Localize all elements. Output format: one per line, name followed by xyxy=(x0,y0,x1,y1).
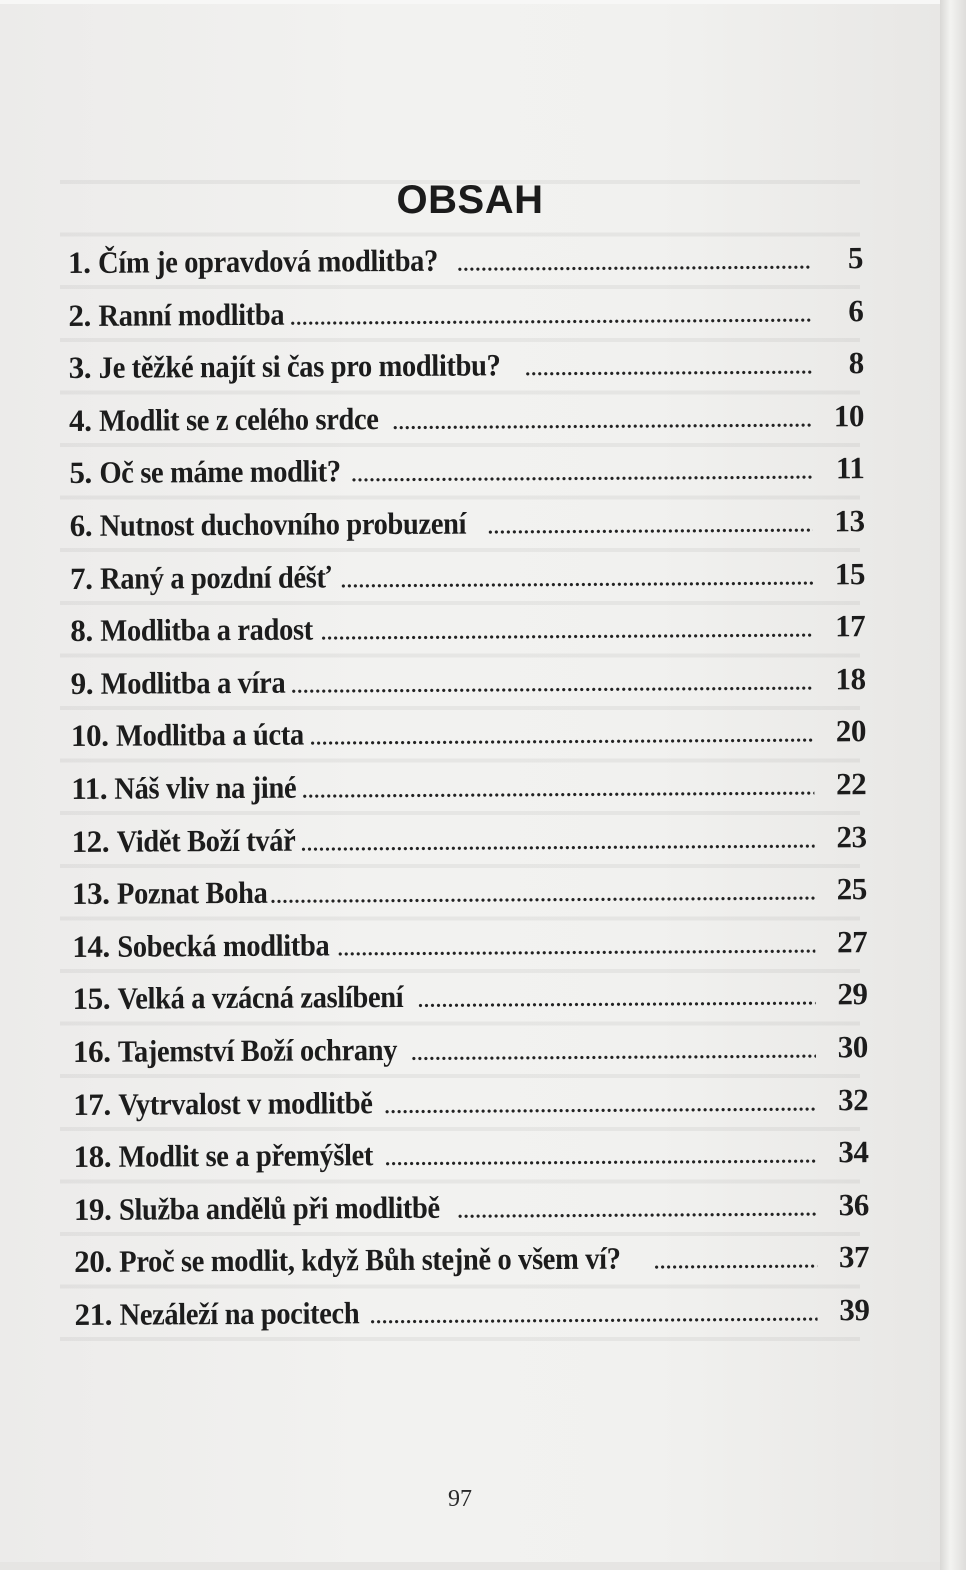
toc-entry xyxy=(71,766,866,823)
toc-entry-page: 36 xyxy=(838,1186,869,1222)
table-of-contents xyxy=(68,240,870,1349)
toc-entry xyxy=(70,608,865,665)
dot-leader xyxy=(341,567,813,593)
toc-entry-number: 6. xyxy=(69,507,93,543)
dot-leader xyxy=(370,1303,818,1329)
toc-entry-page: 5 xyxy=(847,240,864,276)
toc-entry-number: 2. xyxy=(68,297,91,333)
page-title: OBSAH xyxy=(396,178,544,222)
dot-leader xyxy=(310,725,814,751)
toc-entry-title: Modlitba a radost xyxy=(100,611,313,648)
dot-leader xyxy=(411,1040,816,1065)
toc-entry-title: Poznat Boha xyxy=(116,874,268,911)
toc-entry-title: Modlit se z celého srdce xyxy=(98,400,379,438)
toc-entry xyxy=(70,556,865,613)
toc-entry-title: Služba andělů při modlitbě xyxy=(118,1189,440,1227)
toc-entry-title: Nezáleží na pocitech xyxy=(119,1295,360,1332)
toc-entry-number: 20. xyxy=(74,1244,112,1280)
toc-entry xyxy=(71,713,866,770)
toc-entry-number: 18. xyxy=(73,1138,112,1175)
toc-entry-number: 21. xyxy=(74,1296,113,1332)
toc-entry-page: 11 xyxy=(835,450,865,486)
toc-entry xyxy=(73,1134,868,1191)
toc-entry-page: 32 xyxy=(837,1081,869,1117)
toc-entry-page: 15 xyxy=(834,555,866,591)
toc-entry-title: Raný a pozdní déšť xyxy=(99,558,331,596)
toc-entry xyxy=(73,1029,868,1086)
toc-entry xyxy=(69,451,864,508)
toc-entry-number: 15. xyxy=(72,981,111,1017)
toc-entry-number: 4. xyxy=(68,402,92,438)
toc-entry-title: Proč se modlit, když Bůh stejně o všem ví? xyxy=(119,1240,621,1279)
toc-entry-title: Vidět Boží tvář xyxy=(116,822,296,859)
toc-entry-page: 8 xyxy=(848,345,864,381)
toc-entry-number: 7. xyxy=(69,560,93,596)
toc-entry-page: 27 xyxy=(836,923,868,960)
dot-leader xyxy=(291,672,814,698)
toc-entry-page: 29 xyxy=(837,976,868,1012)
dot-leader xyxy=(385,1146,817,1172)
dot-leader xyxy=(302,777,814,803)
toc-entry-number: 12. xyxy=(71,823,110,859)
dot-leader xyxy=(457,251,811,276)
toc-entry-number: 1. xyxy=(68,244,91,280)
toc-entry xyxy=(72,819,867,876)
dot-leader xyxy=(458,1198,817,1223)
dot-leader xyxy=(351,462,812,488)
toc-entry-title: Modlit se a přemýšlet xyxy=(118,1137,374,1174)
toc-entry xyxy=(69,398,864,455)
dot-leader xyxy=(384,1093,816,1119)
toc-entry-page: 34 xyxy=(838,1134,869,1170)
page-top-edge xyxy=(0,0,940,4)
toc-entry-title: Ranní modlitba xyxy=(98,296,285,333)
toc-entry xyxy=(72,924,867,981)
toc-entry-page: 39 xyxy=(839,1291,870,1328)
toc-entry-number: 16. xyxy=(72,1033,111,1069)
toc-entry-number: 8. xyxy=(70,613,93,649)
toc-entry-page: 18 xyxy=(835,660,866,697)
dot-leader xyxy=(488,514,813,539)
toc-entry-title: Velká a vzácná zaslíbení xyxy=(117,979,404,1017)
toc-entry xyxy=(72,871,867,928)
dot-leader xyxy=(270,883,815,909)
toc-entry xyxy=(70,503,865,560)
toc-entry-page: 30 xyxy=(837,1029,869,1065)
dot-leader xyxy=(418,988,816,1013)
toc-entry xyxy=(68,240,863,297)
toc-entry-page: 22 xyxy=(835,766,867,802)
toc-entry xyxy=(72,976,867,1033)
toc-entry-page: 13 xyxy=(834,503,865,539)
toc-entry-page: 23 xyxy=(836,818,867,854)
toc-entry-title: Čím je opravdová modlitba? xyxy=(97,242,438,280)
page-edge xyxy=(940,0,966,1570)
dot-leader xyxy=(290,304,811,330)
toc-entry xyxy=(74,1187,869,1244)
toc-entry-number: 9. xyxy=(70,665,94,701)
page-number: 97 xyxy=(448,1486,472,1512)
toc-entry-title: Sobecká modlitba xyxy=(117,927,330,964)
toc-entry xyxy=(71,661,866,718)
toc-entry-number: 10. xyxy=(70,718,109,754)
toc-entry-number: 5. xyxy=(69,455,92,491)
toc-entry-page: 17 xyxy=(835,608,866,644)
toc-entry-page: 37 xyxy=(838,1239,870,1275)
dot-leader xyxy=(654,1251,817,1275)
toc-entry-number: 17. xyxy=(73,1086,111,1122)
toc-entry-number: 13. xyxy=(71,875,110,912)
toc-entry-title: Vytrvalost v modlitbě xyxy=(118,1084,373,1122)
dot-leader xyxy=(338,935,816,961)
dot-leader xyxy=(525,357,812,382)
toc-entry xyxy=(74,1239,869,1296)
toc-entry-number: 3. xyxy=(68,350,92,386)
toc-entry-title: Je těžké najít si čas pro modlitbu? xyxy=(98,347,501,386)
toc-entry-title: Oč se máme modlit? xyxy=(99,453,341,491)
toc-entry-page: 25 xyxy=(836,871,868,907)
toc-entry-number: 14. xyxy=(72,928,110,964)
toc-entry-number: 11. xyxy=(71,770,108,806)
toc-entry-title: Nutnost duchovního probuzení xyxy=(99,505,467,543)
toc-entry xyxy=(73,1082,868,1139)
toc-entry-page: 20 xyxy=(835,713,867,749)
toc-entry-title: Tajemství Boží ochrany xyxy=(117,1031,398,1069)
toc-entry xyxy=(74,1292,869,1349)
toc-entry-title: Modlitba a víra xyxy=(100,664,286,701)
toc-entry-title: Náš vliv na jiné xyxy=(114,769,297,806)
dot-leader xyxy=(321,620,813,646)
toc-entry-number: 19. xyxy=(73,1191,112,1227)
toc-entry xyxy=(68,293,863,350)
toc-entry-page: 6 xyxy=(848,292,864,328)
dot-leader xyxy=(393,409,813,435)
toc-entry-title: Modlitba a úcta xyxy=(115,716,304,754)
toc-entry xyxy=(69,345,864,402)
dot-leader xyxy=(301,830,815,856)
toc-entry-page: 10 xyxy=(833,397,865,434)
